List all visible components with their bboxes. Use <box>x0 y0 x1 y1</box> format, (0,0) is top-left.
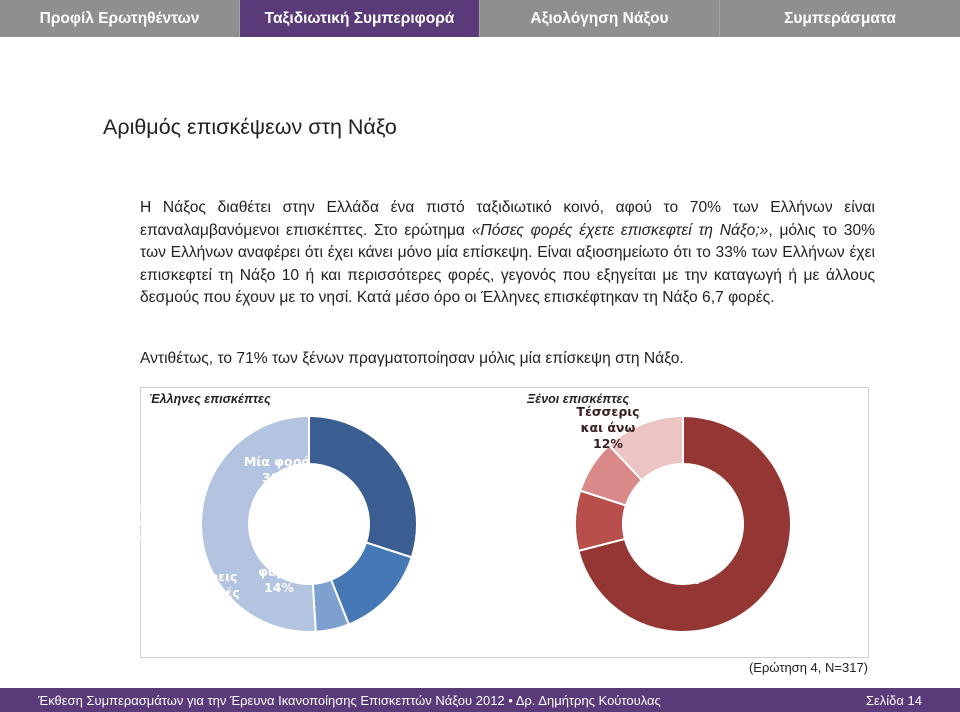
intro-paragraph: Η Νάξος διαθέτει στην Ελλάδα ένα πιστό ταξιδιωτικό κοινό, αφού το 70% των Ελλήνων είναι επαναλαμβανόμενοι επισκέπτες. Στο ερώτημα «Πόσες φορές έχετε επισκεφτεί τη Νάξο;», μόλις το 30% των Ελλήνων αναφέρει ότι έχει κάνει μόνο μία επίσκεψη. Είναι αξιοσημείωτο ότι το 33% των Ελλήνων έχει επισκεφτεί τη Νάξο 10 ή και περισσότερες φορές, γεγονός που εξηγείται με την καταγωγή ή με άλλους δεσμούς που έχουν με το νησί. Κατά μέσο όρο οι Έλληνες επισκέφτηκαν τη Νάξο 6,7 φορές. <box>140 199 875 306</box>
greek-visitors-donut-chart <box>97 414 419 634</box>
tab-conclusions[interactable]: Συμπεράσματα <box>720 0 960 37</box>
slice-label: Τρεις φορές 8% <box>542 441 584 488</box>
foreign-visitors-paragraph: Αντιθέτως, το 71% των ξένων πραγματοποίησαν μόλις μία επίσκεψη στη Νάξο. <box>140 350 684 367</box>
slice-label: Τέσσερις και άνω 12% <box>576 404 640 451</box>
footer-bar <box>0 688 960 712</box>
page-number: Σελίδα 14 <box>865 692 922 708</box>
footer-report-title: Έκθεση Συμπερασμάτων για την Έρευνα Ικανοποίησης Επισκεπτών Νάξου 2012 • Δρ. Δημήτρης Κούτουλας <box>38 692 661 708</box>
donut-slice <box>309 416 417 557</box>
tab-respondent-profile[interactable]: Προφίλ Ερωτηθέντων <box>0 0 240 37</box>
slice-label: Τέσσερις και άνω 51% <box>97 497 161 544</box>
slice-label: Μία φορά 30% <box>243 454 311 485</box>
tab-travel-behavior[interactable]: Ταξιδιωτική Συμπεριφορά <box>240 0 480 37</box>
greek-chart-title: Έλληνες επισκέπτες <box>149 392 271 406</box>
tab-naxos-evaluation[interactable]: Αξιολόγηση Νάξου <box>480 0 720 37</box>
page-title: Αριθμός επισκέψεων στη Νάξο <box>103 115 397 139</box>
slice-label: Τρεις φορές 5% <box>198 569 240 616</box>
top-nav-tabs <box>0 0 960 37</box>
slice-label: Δύο φορές 14% <box>258 548 300 595</box>
visits-charts-panel <box>97 387 869 658</box>
slice-label: Μία φορά 71% <box>651 556 719 587</box>
slice-label: Δύο φορές 9% <box>477 481 519 528</box>
question-reference: (Ερώτηση 4, N=317) <box>748 660 868 675</box>
foreign-visitors-donut-chart <box>477 404 793 634</box>
foreign-chart-title: Ξένοι επισκέπτες <box>527 392 630 406</box>
